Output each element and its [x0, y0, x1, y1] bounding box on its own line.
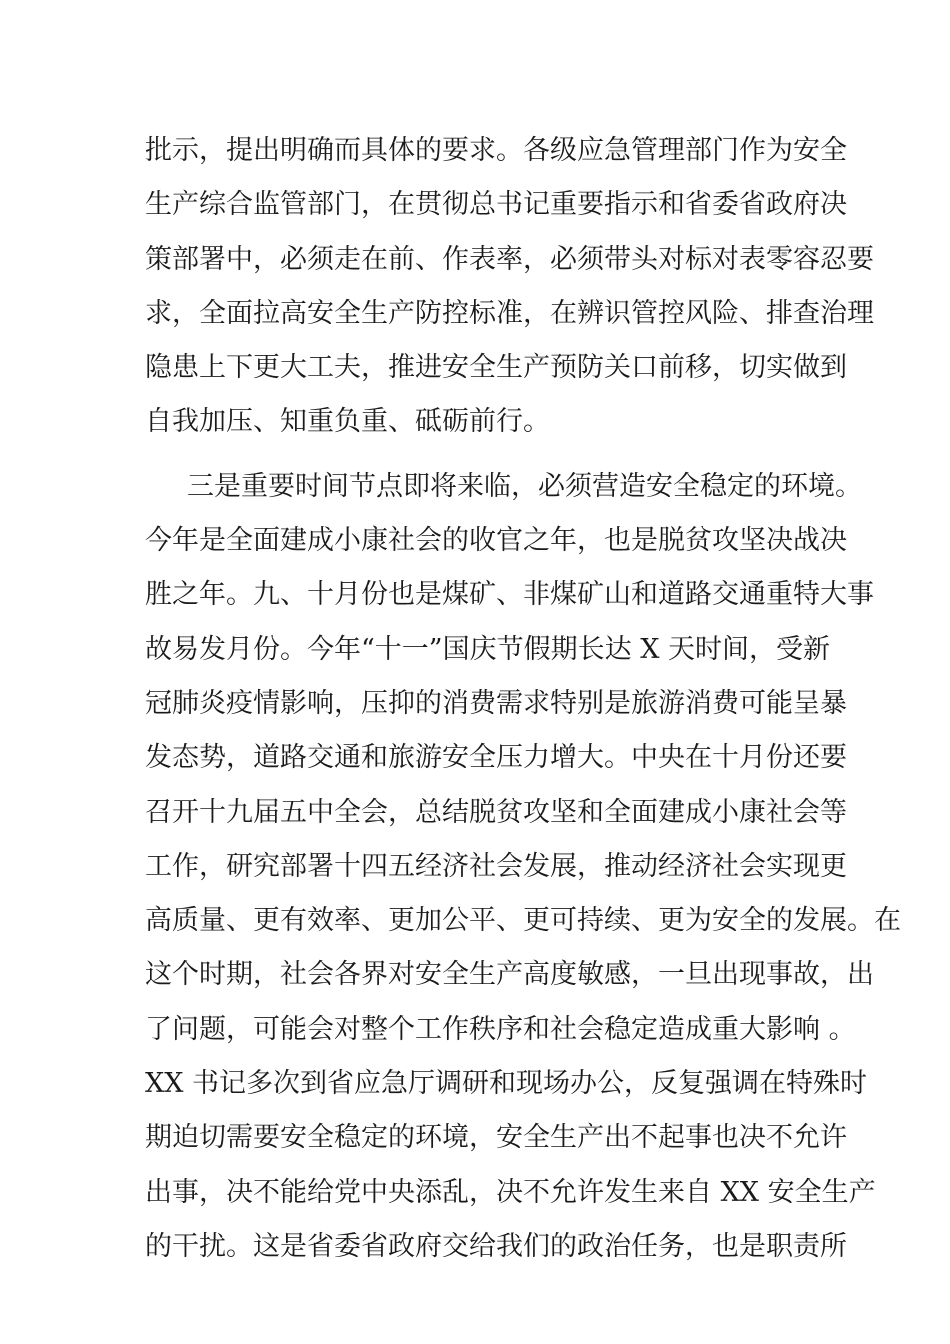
text-line: 高质量、更有效率、更加公平、更可持续、更为安全的发展。在 [145, 905, 901, 937]
paragraph-spacer [145, 450, 810, 460]
text-line: 求，全面拉高安全生产防控标准，在辨识管控风险、排查治理 [145, 297, 874, 329]
text-line: 了问题，可能会对整个工作秩序和社会稳定造成重大影响 。 [145, 1013, 856, 1045]
text-line: 生产综合监管部门，在贯彻总书记重要指示和省委省政府决 [145, 189, 847, 221]
text-line: 工作，研究部署十四五经济社会发展，推动经济社会实现更 [145, 850, 847, 882]
text-line: 胜之年。九、十月份也是煤矿、非煤矿山和道路交通重特大事 [145, 579, 874, 611]
paragraph-1 [145, 124, 874, 450]
text-line: 三是重要时间节点即将来临，必须营造安全稳定的环境。 [187, 470, 862, 502]
text-line: 出事，决不能给党中央添乱，决不允许发生来自 XX 安全生产 [145, 1176, 876, 1208]
text-line: 这个时期，社会各界对安全生产高度敏感，一旦出现事故，出 [145, 959, 874, 991]
text-line: 今年是全面建成小康社会的收官之年，也是脱贫攻坚决战决 [145, 525, 847, 557]
text-line: 自我加压、知重负重、砥砺前行。 [145, 406, 550, 438]
text-line: 发态势，道路交通和旅游安全压力增大。中央在十月份还要 [145, 742, 847, 774]
text-line: 批示，提出明确而具体的要求。各级应急管理部门作为安全 [145, 135, 847, 166]
text-line: 隐患上下更大工夫，推进安全生产预防关口前移，切实做到 [145, 352, 847, 384]
document-body [145, 124, 901, 1274]
text-line: 策部署中，必须走在前、作表率，必须带头对标对表零容忍要 [145, 243, 874, 275]
text-line: 冠肺炎疫情影响，压抑的消费需求特别是旅游消费可能呈暴 [145, 687, 847, 719]
text-line: 故易发月份。今年“十一”国庆节假期长达 X 天时间，受新 [145, 633, 830, 665]
text-line: 期迫切需要安全稳定的环境，安全生产出不起事也决不允许 [145, 1122, 847, 1154]
text-line: 召开十九届五中全会，总结脱贫攻坚和全面建成小康社会等 [145, 796, 847, 828]
text-line: 的干扰。这是省委省政府交给我们的政治任务，也是职责所 [145, 1230, 847, 1262]
paragraph-2 [145, 460, 901, 1274]
text-line: XX 书记多次到省应急厅调研和现场办公，反复强调在特殊时 [145, 1068, 868, 1100]
